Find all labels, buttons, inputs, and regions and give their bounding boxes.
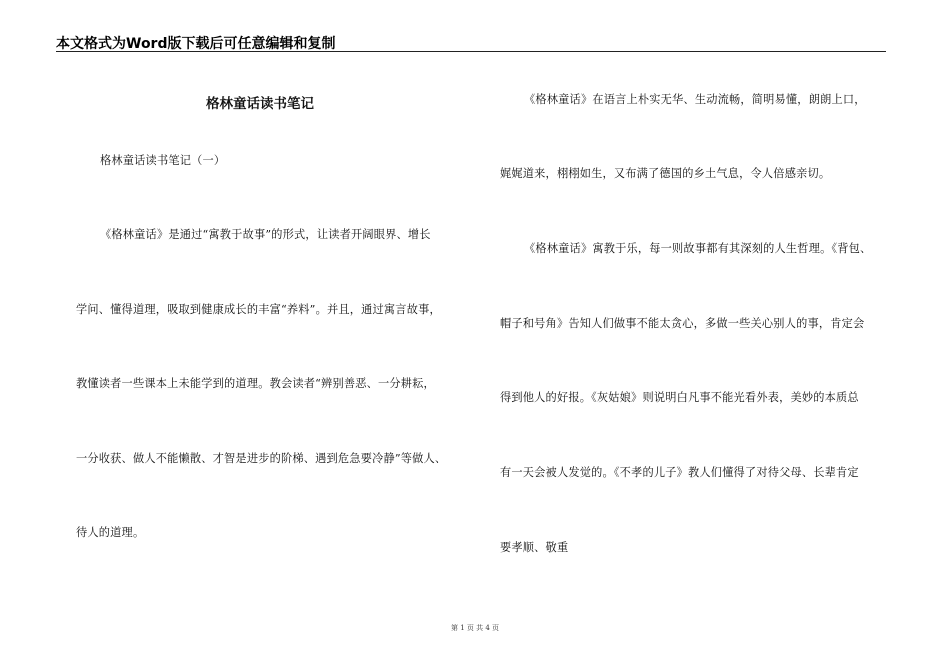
paragraph-line: 娓娓道来，栩栩如生，又布满了德国的乡土气息，令人倍感亲切。 (500, 167, 831, 180)
document-title: 格林童话读书笔记 (206, 96, 314, 112)
paragraph-line: 《格林童话》在语言上朴实无华、生动流畅，简明易懂，朗朗上口， (524, 93, 866, 106)
paragraph-line: 《格林童话》是通过“寓教于故事”的形式，让读者开阔眼界、增长 (100, 228, 431, 241)
download-banner: 本文格式为Word版下载后可任意编辑和复制 (56, 36, 336, 52)
paragraph-line: 有一天会被人发觉的。《不孝的儿子》教人们懂得了对待父母、长辈肯定 (500, 466, 859, 479)
paragraph-line: 帽子和号角》告知人们做事不能太贪心，多做一些关心别人的事，肯定会 (500, 317, 865, 330)
page-indicator: 第 1 页 共 4 页 (450, 624, 500, 632)
paragraph-line: 一分收获、做人不能懒散、才智是进步的阶梯、遇到危急要冷静”等做人、 (76, 452, 447, 465)
paragraph-line: 得到他人的好报。《灰姑娘》则说明白凡事不能光看外表，美妙的本质总 (500, 391, 859, 404)
paragraph-line: 《格林童话》寓教于乐，每一则故事都有其深刻的人生哲理。《背包、 (524, 242, 872, 255)
paragraph-line: 学问、懂得道理，吸取到健康成长的丰富“养料”。并且，通过寓言故事， (76, 303, 441, 316)
paragraph-line: 待人的道理。 (76, 526, 145, 539)
paragraph-line: 要孝顺、敬重 (500, 541, 569, 554)
paragraph-line: 教懂读者一些课本上未能学到的道理。教会读者“辨别善恶、一分耕耘， (76, 377, 435, 390)
banner-divider (56, 51, 886, 52)
paragraph-line: 格林童话读书笔记（一） (100, 154, 226, 167)
